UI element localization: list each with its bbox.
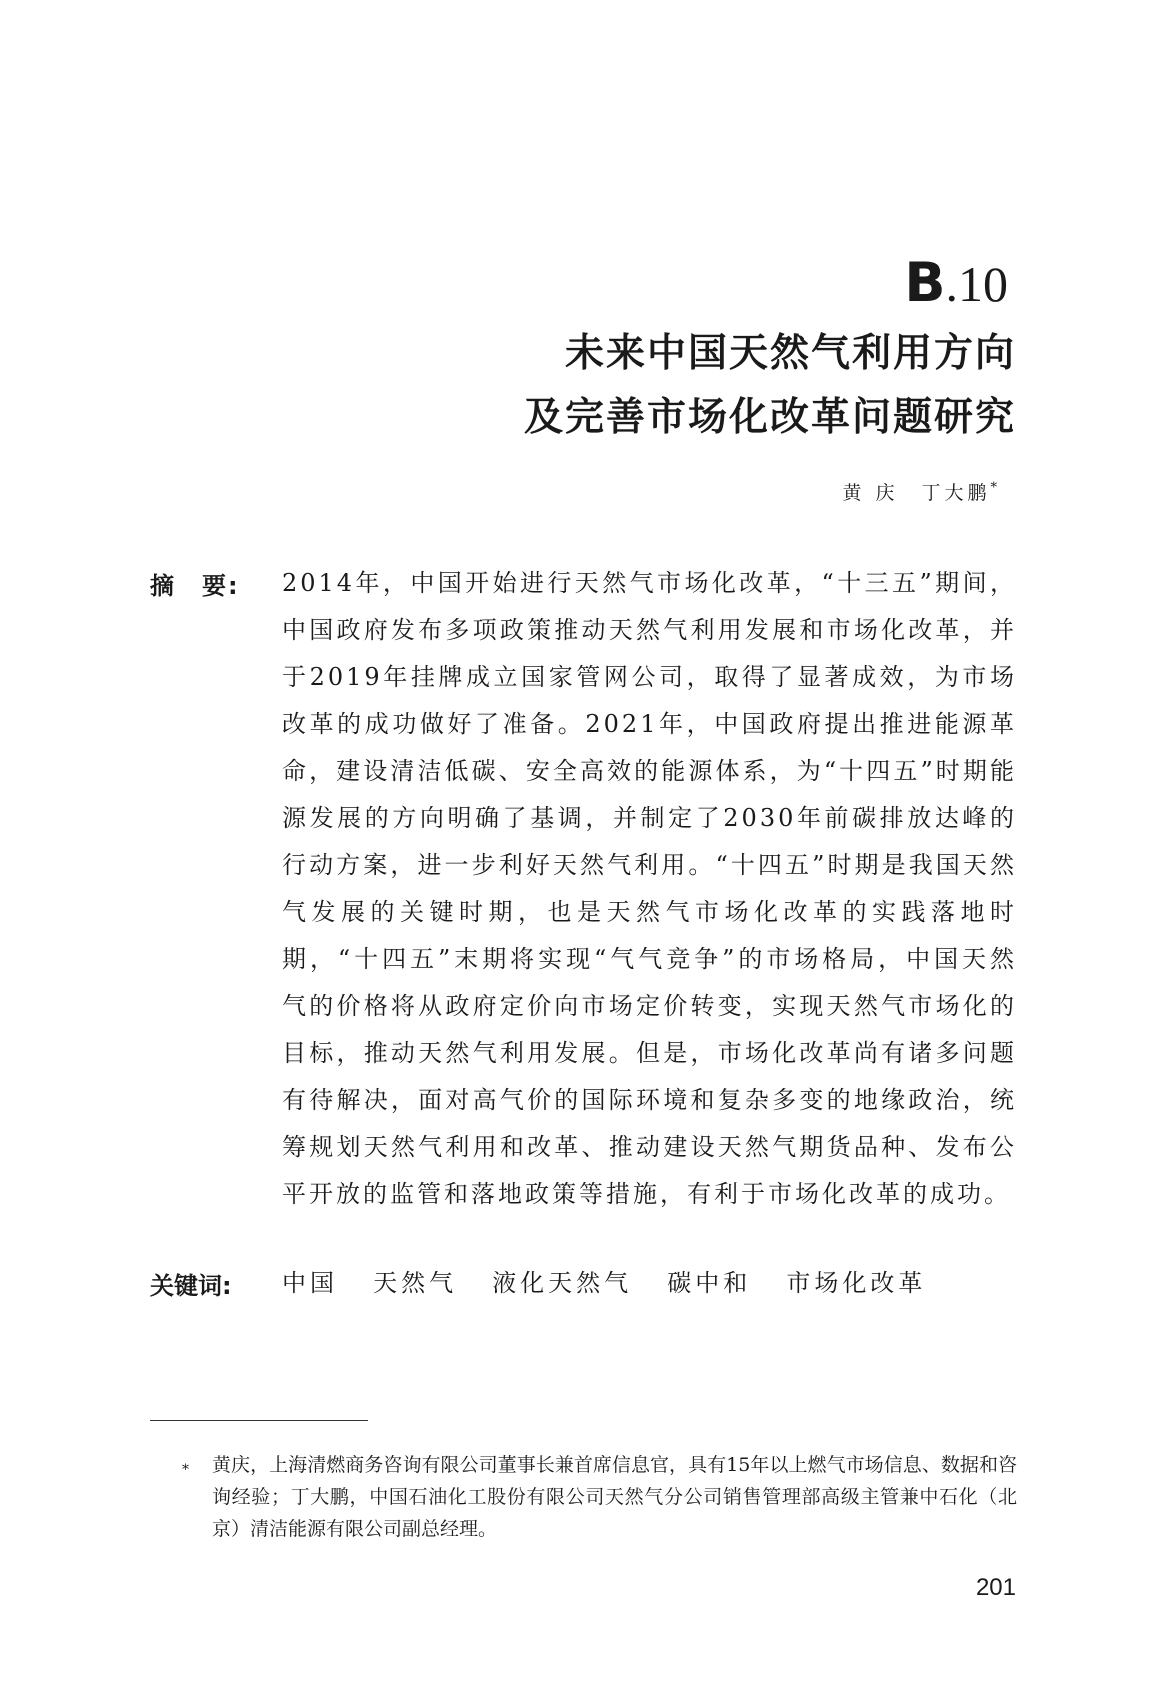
keyword-item: 碳中和 <box>667 1269 752 1297</box>
keyword-item: 天然气 <box>373 1269 458 1297</box>
abstract-label: 摘 要: <box>150 572 240 600</box>
footnote-divider <box>150 1420 368 1421</box>
report-code <box>904 251 1008 314</box>
keyword-item: 中国 <box>282 1269 338 1297</box>
abstract-text: 2014年，中国开始进行天然气市场化改革，“十三五”期间，中国政府发布多项政策推动天然气利用发展和市场化改革，并于2019年挂牌成立国家管网公司，取得了显著成效，为市场改革的成功做好了准备。2021年，中国政府提出推进能源革命，建设清洁低碳、安全高效的能源体系，为“十四五”时期能源发展的方向明确了基调，并制定了2030年前碳排放达峰的行动方案，进一步利好天然气利用。“十四五”时期是我国天然气发展的关键时期，也是天然气市场化改革的实践落地时期，“十四五”末期将实现“气气竞争”的市场格局，中国天然气的价格将从政府定价向市场定价转变，实现天然气市场化的目标，推动天然气利用发展。但是，市场化改革尚有诸多问题有待解决，面对高气价的国际环境和复杂多变的地缘政治，统筹规划天然气利用和改革、推动建设天然气期货品种、发布公平开放的监管和落地政策等措施，有利于市场化改革的成功。 <box>282 569 1017 1208</box>
author-names: 黄 庆 丁大鹏 <box>842 482 991 504</box>
title-line-1: 未来中国天然气利用方向 <box>564 331 1016 376</box>
keyword-item: 液化天然气 <box>492 1269 633 1297</box>
keywords-list <box>282 1263 956 1298</box>
report-code-number: .10 <box>945 256 1008 312</box>
page-number: 201 <box>975 1574 1016 1601</box>
keywords-label: 关键词: <box>150 1272 232 1300</box>
article-title <box>524 322 1016 450</box>
footnote-marker: * <box>182 1462 189 1478</box>
report-code-letter: B <box>904 251 946 314</box>
author-footnote-marker: * <box>990 480 1001 496</box>
footnote-text: 黄庆，上海清燃商务咨询有限公司董事长兼首席信息官，具有15年以上燃气市场信息、数据和咨询经验；丁大鹏，中国石油化工股份有限公司天然气分公司销售管理部高级主管兼中石化（北京）清洁能源有限公司副总经理。 <box>212 1454 1017 1540</box>
keyword-item: 市场化改革 <box>786 1269 927 1297</box>
title-line-2: 及完善市场化改革问题研究 <box>523 395 1016 440</box>
authors <box>842 478 1001 505</box>
